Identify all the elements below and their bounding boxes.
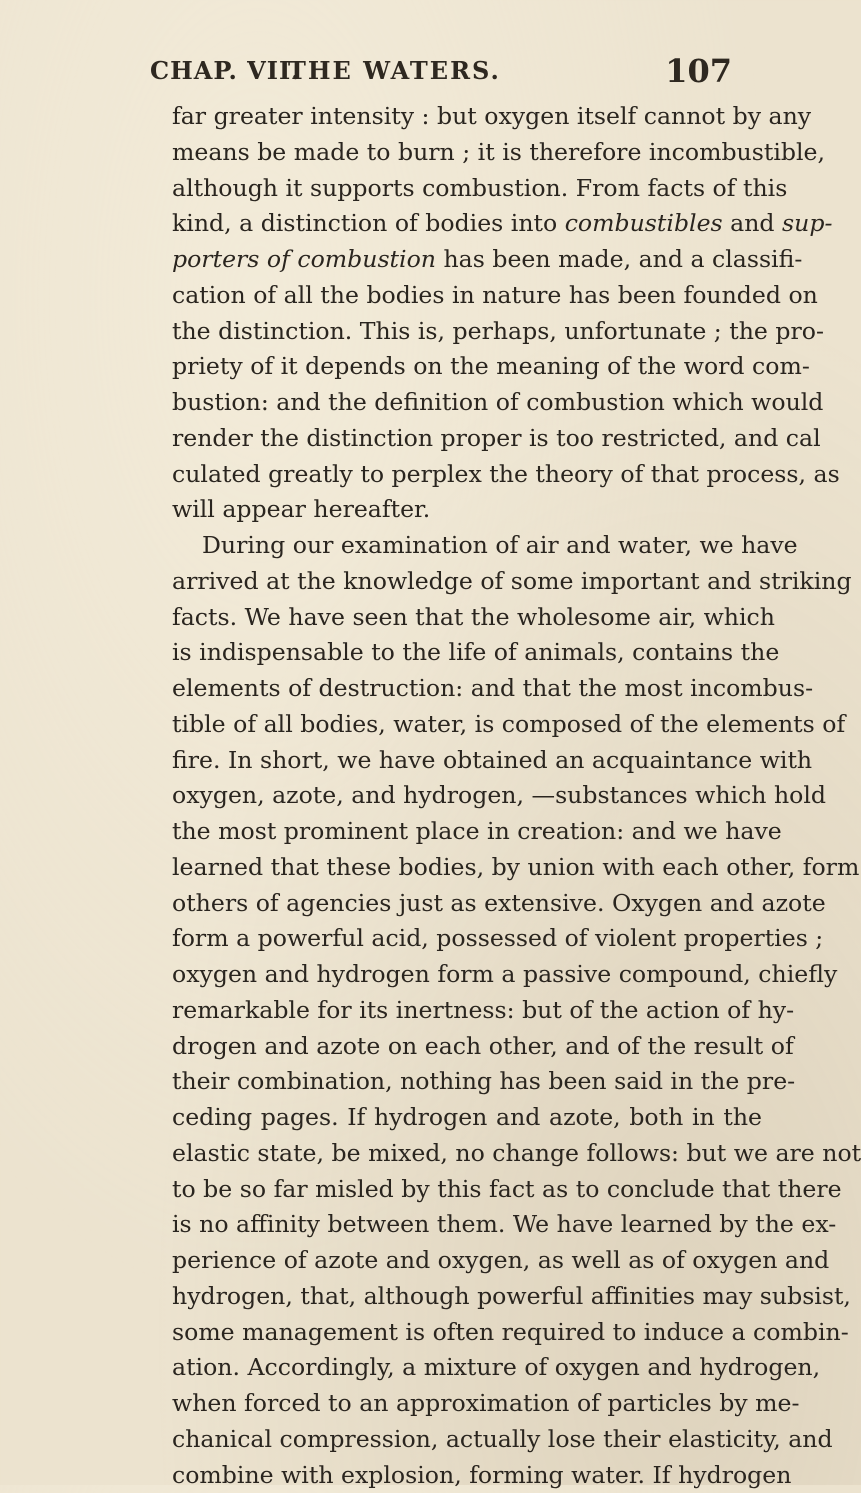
line-text: chanical compression, actually lose their elasticity, and	[172, 1425, 833, 1453]
line-text: bustion: and the definition of combustion which would	[172, 388, 823, 416]
text-line	[172, 1458, 762, 1493]
line-text: to be so far misled by this fact as to conclude that there	[172, 1175, 842, 1203]
chapter-label: CHAP. VII.	[150, 56, 301, 85]
line-text: cation of all the bodies in nature has been founded on	[172, 281, 818, 309]
text-line	[172, 635, 762, 671]
line-text: far greater intensity : but oxygen itself cannot by any	[172, 102, 811, 130]
line-text: remarkable for its inertness: but of the action of hy-	[172, 996, 794, 1024]
line-text: is no affinity between them. We have learned by the ex-	[172, 1210, 836, 1238]
line-text: when forced to an approximation of particles by me-	[172, 1389, 799, 1417]
line-text: learned that these bodies, by union with each other, form	[172, 853, 859, 881]
line-text: culated greatly to perplex the theory of that process, as	[172, 460, 840, 488]
line-text: elastic state, be mixed, no change follows: but we are not	[172, 1139, 861, 1167]
text-line	[172, 1064, 762, 1100]
italic-text: combustibles	[565, 209, 723, 237]
line-text: ation. Accordingly, a mixture of oxygen and hydrogen,	[172, 1353, 820, 1381]
line-text: render the distinction proper is too restricted, and cal	[172, 424, 821, 452]
text-line	[172, 564, 762, 600]
line-text: the distinction. This is, perhaps, unfortunate ; the pro-	[172, 317, 824, 345]
text-line	[172, 492, 762, 528]
line-text: perience of azote and oxygen, as well as of oxygen and	[172, 1246, 829, 1274]
line-text: elements of destruction: and that the most incombus-	[172, 674, 813, 702]
line-text: facts. We have seen that the wholesome air, which	[172, 603, 775, 631]
line-text: means be made to burn ; it is therefore incombustible,	[172, 138, 825, 166]
text-line	[172, 814, 762, 850]
text-line	[172, 99, 762, 135]
line-text: drogen and azote on each other, and of the result of	[172, 1032, 794, 1060]
line-text: their combination, nothing has been said in the pre-	[172, 1067, 795, 1095]
text-line	[172, 528, 762, 564]
line-text: During our examination of air and water, we have	[202, 531, 798, 559]
text-line	[172, 671, 762, 707]
text-line	[172, 1279, 762, 1315]
text-line	[172, 421, 762, 457]
body-text	[172, 99, 762, 1493]
line-text: oxygen, azote, and hydrogen, —substances which hold	[172, 781, 826, 809]
text-line	[172, 1243, 762, 1279]
italic-text: porters of combustion	[172, 245, 436, 273]
line-text: will appear hereafter.	[172, 495, 430, 523]
italic-text: sup-	[782, 209, 832, 237]
text-line	[172, 1136, 762, 1172]
running-head	[150, 52, 750, 92]
line-text: although it supports combustion. From facts of this	[172, 174, 787, 202]
text-line	[172, 778, 762, 814]
text-line	[172, 1207, 762, 1243]
text-line	[172, 1386, 762, 1422]
text-line	[172, 1172, 762, 1208]
line-text: some management is often required to induce a combin-	[172, 1318, 849, 1346]
text-line	[172, 850, 762, 886]
line-text: has been made, and a classifi-	[436, 245, 802, 273]
line-text: the most prominent place in creation: and we have	[172, 817, 782, 845]
line-text: tible of all bodies, water, is composed of the elements of	[172, 710, 845, 738]
text-line	[172, 921, 762, 957]
text-line	[172, 1029, 762, 1065]
text-line	[172, 600, 762, 636]
text-line	[172, 278, 762, 314]
text-line	[172, 314, 762, 350]
line-text: fire. In short, we have obtained an acquaintance with	[172, 746, 812, 774]
text-line	[172, 1315, 762, 1351]
line-text: form a powerful acid, possessed of violent properties ;	[172, 924, 823, 952]
text-line	[172, 707, 762, 743]
text-line	[172, 171, 762, 207]
text-line	[172, 457, 762, 493]
line-text: hydrogen, that, although powerful affinities may subsist,	[172, 1282, 851, 1310]
line-text: others of agencies just as extensive. Oxygen and azote	[172, 889, 826, 917]
running-title: THE WATERS.	[288, 56, 501, 85]
text-line	[172, 993, 762, 1029]
line-text: combine with explosion, forming water. If hydrogen	[172, 1461, 791, 1489]
line-text: is indispensable to the life of animals, contains the	[172, 638, 779, 666]
line-text: priety of it depends on the meaning of the word com-	[172, 352, 810, 380]
text-line	[172, 1422, 762, 1458]
line-text: arrived at the knowledge of some important and striking	[172, 567, 852, 595]
text-line	[172, 385, 762, 421]
line-text: oxygen and hydrogen form a passive compound, chiefly	[172, 960, 837, 988]
text-line	[172, 242, 762, 278]
line-text: ceding pages. If hydrogen and azote, both in the	[172, 1103, 762, 1131]
text-line	[172, 957, 762, 993]
text-line	[172, 135, 762, 171]
text-line	[172, 206, 762, 242]
text-line	[172, 886, 762, 922]
text-line	[172, 1100, 762, 1136]
text-line	[172, 349, 762, 385]
text-line	[172, 1350, 762, 1386]
line-text: and	[723, 209, 782, 237]
text-line	[172, 743, 762, 779]
page-number: 107	[665, 52, 732, 90]
line-text: kind, a distinction of bodies into	[172, 209, 565, 237]
